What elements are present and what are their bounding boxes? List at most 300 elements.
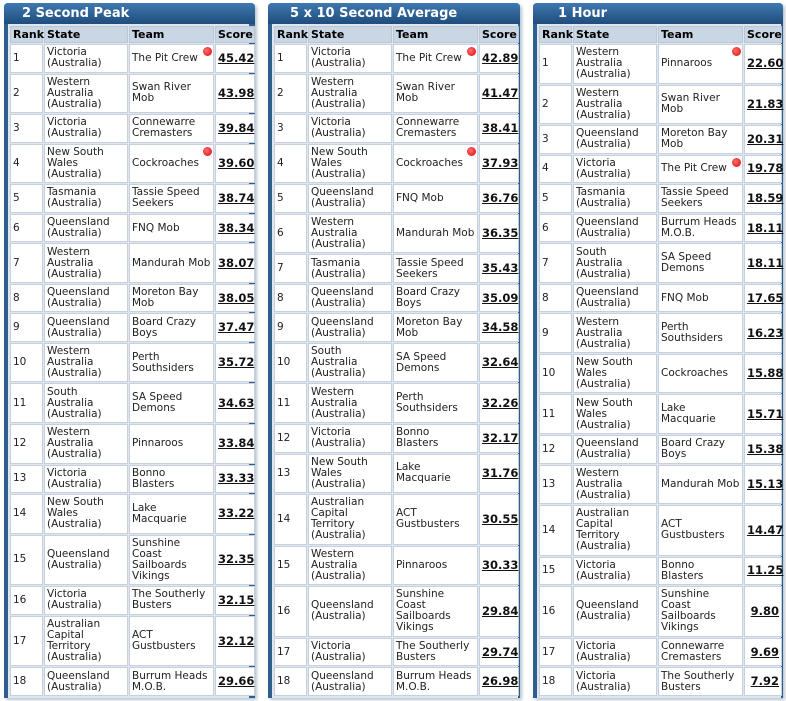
score-link[interactable]: 29.84 bbox=[479, 586, 519, 637]
state-cell: Victoria (Australia) bbox=[44, 114, 128, 143]
table-row bbox=[274, 184, 519, 213]
rank-cell: 8 bbox=[539, 284, 572, 313]
results-body bbox=[539, 44, 782, 696]
state-cell: Tasmania (Australia) bbox=[308, 254, 392, 283]
team-cell: Swan River Mob bbox=[393, 74, 478, 114]
team-cell: Perth Southsiders bbox=[393, 383, 478, 423]
state-cell: Queensland (Australia) bbox=[44, 667, 128, 696]
state-cell: Queensland (Australia) bbox=[573, 586, 657, 637]
rank-cell: 15 bbox=[539, 557, 572, 586]
table-row bbox=[274, 383, 519, 423]
marker-dot-icon bbox=[203, 147, 212, 156]
rank-cell: 12 bbox=[10, 424, 43, 464]
rank-cell: 16 bbox=[539, 586, 572, 637]
state-cell: Western Australia (Australia) bbox=[44, 74, 128, 114]
table-row bbox=[10, 184, 255, 213]
results-table bbox=[273, 25, 520, 697]
table-row bbox=[539, 465, 782, 505]
state-cell: Victoria (Australia) bbox=[573, 155, 657, 184]
score-link[interactable]: 29.74 bbox=[479, 638, 519, 667]
state-cell: Western Australia (Australia) bbox=[573, 44, 657, 84]
table-container bbox=[8, 24, 255, 698]
score-link[interactable]: 37.47 bbox=[215, 313, 255, 342]
header-state: State bbox=[44, 26, 128, 43]
table-row bbox=[274, 214, 519, 254]
marker-dot-icon bbox=[203, 47, 212, 56]
state-cell: South Australia (Australia) bbox=[573, 243, 657, 283]
state-cell: New South Wales (Australia) bbox=[573, 394, 657, 434]
table-row bbox=[274, 284, 519, 313]
team-cell: Moreton Bay Mob bbox=[393, 313, 478, 342]
score-link[interactable]: 39.84 bbox=[215, 114, 255, 143]
rank-cell: 4 bbox=[10, 144, 43, 184]
rank-cell: 7 bbox=[10, 243, 43, 283]
table-row bbox=[539, 667, 782, 696]
table-row bbox=[539, 44, 782, 84]
state-cell: Victoria (Australia) bbox=[44, 586, 128, 615]
results-table bbox=[9, 25, 256, 697]
team-cell: FNQ Mob bbox=[393, 184, 478, 213]
table-row bbox=[10, 667, 255, 696]
rank-cell: 7 bbox=[539, 243, 572, 283]
team-cell: Moreton Bay Mob bbox=[129, 284, 214, 313]
state-cell: Queensland (Australia) bbox=[573, 435, 657, 464]
rank-cell: 4 bbox=[274, 144, 307, 184]
score-link[interactable]: 19.78 bbox=[744, 155, 782, 184]
table-row bbox=[539, 214, 782, 243]
state-cell: Victoria (Australia) bbox=[573, 638, 657, 667]
leaderboard-panel-hour bbox=[533, 3, 783, 698]
score-link[interactable]: 33.22 bbox=[215, 494, 255, 534]
state-cell: Queensland (Australia) bbox=[573, 214, 657, 243]
table-row bbox=[274, 586, 519, 637]
team-cell: The Southerly Busters bbox=[129, 586, 214, 615]
team-cell: Mandurah Mob bbox=[658, 465, 743, 505]
score-link[interactable]: 15.71 bbox=[744, 394, 782, 434]
team-cell: Sunshine Coast Sailboards Vikings bbox=[129, 535, 214, 586]
team-cell: Burrum Heads M.O.B. bbox=[129, 667, 214, 696]
rank-cell: 17 bbox=[10, 616, 43, 667]
score-link[interactable]: 41.47 bbox=[479, 74, 519, 114]
rank-cell: 6 bbox=[274, 214, 307, 254]
team-cell: ACT Gustbusters bbox=[393, 494, 478, 545]
team-cell: Pinnaroos bbox=[658, 44, 743, 84]
rank-cell: 17 bbox=[274, 638, 307, 667]
rank-cell: 1 bbox=[539, 44, 572, 84]
marker-dot-icon bbox=[732, 158, 741, 167]
state-cell: Victoria (Australia) bbox=[573, 557, 657, 586]
state-cell: Victoria (Australia) bbox=[44, 465, 128, 494]
state-cell: Queensland (Australia) bbox=[308, 284, 392, 313]
state-cell: Western Australia (Australia) bbox=[573, 85, 657, 125]
team-cell: SA Speed Demons bbox=[658, 243, 743, 283]
header-team: Team bbox=[393, 26, 478, 43]
table-row bbox=[274, 667, 519, 696]
team-cell: Bonno Blasters bbox=[393, 424, 478, 453]
score-link[interactable]: 15.38 bbox=[744, 435, 782, 464]
leaderboard-panel-peak bbox=[4, 3, 255, 698]
table-row bbox=[274, 424, 519, 453]
state-cell: South Australia (Australia) bbox=[44, 383, 128, 423]
rank-cell: 9 bbox=[539, 313, 572, 353]
state-cell: Western Australia (Australia) bbox=[573, 465, 657, 505]
team-cell: SA Speed Demons bbox=[393, 343, 478, 383]
header-score: Score bbox=[744, 26, 782, 43]
team-cell: Sunshine Coast Sailboards Vikings bbox=[658, 586, 743, 637]
state-cell: South Australia (Australia) bbox=[308, 343, 392, 383]
table-row bbox=[274, 343, 519, 383]
results-body bbox=[10, 44, 255, 696]
table-row bbox=[10, 535, 255, 586]
rank-cell: 11 bbox=[539, 394, 572, 434]
table-row bbox=[539, 125, 782, 154]
team-cell: Mandurah Mob bbox=[393, 214, 478, 254]
rank-cell: 6 bbox=[539, 214, 572, 243]
rank-cell: 11 bbox=[274, 383, 307, 423]
score-link[interactable]: 33.33 bbox=[215, 465, 255, 494]
state-cell: Queensland (Australia) bbox=[573, 284, 657, 313]
rank-cell: 5 bbox=[539, 184, 572, 213]
table-row bbox=[10, 114, 255, 143]
rank-cell: 3 bbox=[539, 125, 572, 154]
score-link[interactable]: 17.65 bbox=[744, 284, 782, 313]
rank-cell: 5 bbox=[10, 184, 43, 213]
score-link[interactable]: 33.84 bbox=[215, 424, 255, 464]
panel-title: 1 Hour bbox=[533, 3, 783, 24]
marker-dot-icon bbox=[467, 147, 476, 156]
state-cell: Victoria (Australia) bbox=[308, 424, 392, 453]
state-cell: Australian Capital Territory (Australia) bbox=[44, 616, 128, 667]
state-cell: Western Australia (Australia) bbox=[44, 424, 128, 464]
rank-cell: 12 bbox=[539, 435, 572, 464]
team-cell: The Pit Crew bbox=[658, 155, 743, 184]
rank-cell: 13 bbox=[10, 465, 43, 494]
team-cell: Tassie Speed Seekers bbox=[129, 184, 214, 213]
team-cell: Swan River Mob bbox=[658, 85, 743, 125]
team-cell: Swan River Mob bbox=[129, 74, 214, 114]
rank-cell: 5 bbox=[274, 184, 307, 213]
state-cell: Queensland (Australia) bbox=[308, 313, 392, 342]
team-cell: Bonno Blasters bbox=[658, 557, 743, 586]
table-row bbox=[539, 243, 782, 283]
score-link[interactable]: 9.69 bbox=[744, 638, 782, 667]
team-cell: The Pit Crew bbox=[393, 44, 478, 73]
score-link[interactable]: 36.76 bbox=[479, 184, 519, 213]
panel-title: 2 Second Peak bbox=[4, 3, 255, 24]
table-row bbox=[10, 465, 255, 494]
table-row bbox=[539, 184, 782, 213]
score-link[interactable]: 15.88 bbox=[744, 354, 782, 394]
score-link[interactable]: 21.83 bbox=[744, 85, 782, 125]
score-link[interactable]: 35.43 bbox=[479, 254, 519, 283]
table-row bbox=[539, 394, 782, 434]
score-link[interactable]: 39.60 bbox=[215, 144, 255, 184]
table-row bbox=[10, 383, 255, 423]
state-cell: New South Wales (Australia) bbox=[573, 354, 657, 394]
team-cell: The Pit Crew bbox=[129, 44, 214, 73]
state-cell: Queensland (Australia) bbox=[44, 313, 128, 342]
header-score: Score bbox=[479, 26, 519, 43]
table-row bbox=[274, 494, 519, 545]
results-table bbox=[538, 25, 783, 697]
rank-cell: 8 bbox=[10, 284, 43, 313]
state-cell: Western Australia (Australia) bbox=[44, 343, 128, 383]
score-link[interactable]: 20.31 bbox=[744, 125, 782, 154]
table-row bbox=[539, 85, 782, 125]
table-row bbox=[539, 586, 782, 637]
score-link[interactable]: 36.35 bbox=[479, 214, 519, 254]
score-link[interactable]: 32.15 bbox=[215, 586, 255, 615]
score-link[interactable]: 14.47 bbox=[744, 505, 782, 556]
rank-cell: 18 bbox=[539, 667, 572, 696]
state-cell: Western Australia (Australia) bbox=[308, 383, 392, 423]
team-cell: Cockroaches bbox=[393, 144, 478, 184]
score-link[interactable]: 34.63 bbox=[215, 383, 255, 423]
team-cell: Board Crazy Boys bbox=[393, 284, 478, 313]
score-link[interactable]: 18.11 bbox=[744, 214, 782, 243]
team-cell: Moreton Bay Mob bbox=[658, 125, 743, 154]
rank-cell: 2 bbox=[539, 85, 572, 125]
team-cell: Mandurah Mob bbox=[129, 243, 214, 283]
score-link[interactable]: 32.17 bbox=[479, 424, 519, 453]
rank-cell: 6 bbox=[10, 214, 43, 243]
rank-cell: 13 bbox=[274, 454, 307, 494]
team-cell: Pinnaroos bbox=[393, 546, 478, 586]
rank-cell: 8 bbox=[274, 284, 307, 313]
rank-cell: 11 bbox=[10, 383, 43, 423]
leaderboard-panel-average bbox=[268, 3, 520, 698]
table-row bbox=[10, 74, 255, 114]
table-row bbox=[539, 284, 782, 313]
state-cell: New South Wales (Australia) bbox=[44, 144, 128, 184]
rank-cell: 15 bbox=[274, 546, 307, 586]
team-cell: ACT Gustbusters bbox=[129, 616, 214, 667]
rank-cell: 14 bbox=[539, 505, 572, 556]
score-link[interactable]: 9.80 bbox=[744, 586, 782, 637]
rank-cell: 2 bbox=[10, 74, 43, 114]
score-link[interactable]: 29.66 bbox=[215, 667, 255, 696]
state-cell: Queensland (Australia) bbox=[308, 667, 392, 696]
team-cell: Pinnaroos bbox=[129, 424, 214, 464]
table-row bbox=[274, 254, 519, 283]
score-link[interactable]: 18.59 bbox=[744, 184, 782, 213]
marker-dot-icon bbox=[732, 47, 741, 56]
team-cell: Perth Southsiders bbox=[129, 343, 214, 383]
score-link[interactable]: 32.12 bbox=[215, 616, 255, 667]
team-cell: Tassie Speed Seekers bbox=[658, 184, 743, 213]
score-link[interactable]: 31.76 bbox=[479, 454, 519, 494]
state-cell: Queensland (Australia) bbox=[44, 284, 128, 313]
team-cell: Perth Southsiders bbox=[658, 313, 743, 353]
rank-cell: 9 bbox=[10, 313, 43, 342]
score-link[interactable]: 38.34 bbox=[215, 214, 255, 243]
state-cell: New South Wales (Australia) bbox=[44, 494, 128, 534]
score-link[interactable]: 45.42 bbox=[215, 44, 255, 73]
state-cell: Western Australia (Australia) bbox=[308, 74, 392, 114]
score-link[interactable]: 30.55 bbox=[479, 494, 519, 545]
state-cell: Victoria (Australia) bbox=[44, 44, 128, 73]
score-link[interactable]: 43.98 bbox=[215, 74, 255, 114]
table-row bbox=[10, 424, 255, 464]
header-team: Team bbox=[658, 26, 743, 43]
score-link[interactable]: 42.89 bbox=[479, 44, 519, 73]
state-cell: Australian Capital Territory (Australia) bbox=[573, 505, 657, 556]
table-row bbox=[274, 546, 519, 586]
state-cell: Queensland (Australia) bbox=[44, 214, 128, 243]
state-cell: Western Australia (Australia) bbox=[573, 313, 657, 353]
score-link[interactable]: 38.07 bbox=[215, 243, 255, 283]
team-cell: FNQ Mob bbox=[129, 214, 214, 243]
panel-title: 5 x 10 Second Average bbox=[268, 3, 520, 24]
header-state: State bbox=[308, 26, 392, 43]
rank-cell: 10 bbox=[10, 343, 43, 383]
rank-cell: 3 bbox=[274, 114, 307, 143]
score-link[interactable]: 32.26 bbox=[479, 383, 519, 423]
rank-cell: 9 bbox=[274, 313, 307, 342]
table-row bbox=[10, 144, 255, 184]
rank-cell: 13 bbox=[539, 465, 572, 505]
state-cell: Queensland (Australia) bbox=[308, 586, 392, 637]
table-row bbox=[274, 74, 519, 114]
score-link[interactable]: 32.35 bbox=[215, 535, 255, 586]
table-row bbox=[10, 616, 255, 667]
table-row bbox=[274, 144, 519, 184]
rank-cell: 4 bbox=[539, 155, 572, 184]
state-cell: Western Australia (Australia) bbox=[44, 243, 128, 283]
table-row bbox=[10, 284, 255, 313]
score-link[interactable]: 32.64 bbox=[479, 343, 519, 383]
rank-cell: 1 bbox=[10, 44, 43, 73]
score-link[interactable]: 11.25 bbox=[744, 557, 782, 586]
table-row bbox=[10, 243, 255, 283]
table-row bbox=[539, 313, 782, 353]
team-cell: Burrum Heads M.O.B. bbox=[658, 214, 743, 243]
state-cell: Western Australia (Australia) bbox=[308, 546, 392, 586]
team-cell: Sunshine Coast Sailboards Vikings bbox=[393, 586, 478, 637]
rank-cell: 10 bbox=[274, 343, 307, 383]
rank-cell: 1 bbox=[274, 44, 307, 73]
state-cell: Western Australia (Australia) bbox=[308, 214, 392, 254]
state-cell: New South Wales (Australia) bbox=[308, 454, 392, 494]
table-row bbox=[539, 557, 782, 586]
table-row bbox=[10, 494, 255, 534]
table-row bbox=[10, 586, 255, 615]
table-row bbox=[539, 638, 782, 667]
team-cell: Board Crazy Boys bbox=[658, 435, 743, 464]
table-row bbox=[539, 435, 782, 464]
table-row bbox=[539, 155, 782, 184]
table-container bbox=[537, 24, 784, 698]
state-cell: New South Wales (Australia) bbox=[308, 144, 392, 184]
header-state: State bbox=[573, 26, 657, 43]
state-cell: Tasmania (Australia) bbox=[44, 184, 128, 213]
team-cell: SA Speed Demons bbox=[129, 383, 214, 423]
rank-cell: 16 bbox=[10, 586, 43, 615]
table-container bbox=[272, 24, 518, 698]
table-row bbox=[274, 114, 519, 143]
header-rank: Rank bbox=[539, 26, 572, 43]
header-team: Team bbox=[129, 26, 214, 43]
score-link[interactable]: 38.74 bbox=[215, 184, 255, 213]
team-cell: Board Crazy Boys bbox=[129, 313, 214, 342]
team-cell: FNQ Mob bbox=[658, 284, 743, 313]
rank-cell: 7 bbox=[274, 254, 307, 283]
score-link[interactable]: 37.93 bbox=[479, 144, 519, 184]
team-cell: Burrum Heads M.O.B. bbox=[393, 667, 478, 696]
rank-cell: 10 bbox=[539, 354, 572, 394]
header-rank: Rank bbox=[274, 26, 307, 43]
score-link[interactable]: 38.05 bbox=[215, 284, 255, 313]
team-cell: Connewarre Cremasters bbox=[393, 114, 478, 143]
table-row bbox=[10, 44, 255, 73]
score-link[interactable]: 34.58 bbox=[479, 313, 519, 342]
team-cell: Cockroaches bbox=[129, 144, 214, 184]
table-row bbox=[274, 638, 519, 667]
marker-dot-icon bbox=[467, 47, 476, 56]
team-cell: Bonno Blasters bbox=[129, 465, 214, 494]
score-link[interactable]: 15.13 bbox=[744, 465, 782, 505]
header-score: Score bbox=[215, 26, 255, 43]
team-cell: Lake Macquarie bbox=[393, 454, 478, 494]
team-cell: Lake Macquarie bbox=[658, 394, 743, 434]
score-link[interactable]: 26.98 bbox=[479, 667, 519, 696]
state-cell: Queensland (Australia) bbox=[44, 535, 128, 586]
table-row bbox=[274, 313, 519, 342]
table-row bbox=[274, 44, 519, 73]
score-link[interactable]: 35.72 bbox=[215, 343, 255, 383]
state-cell: Victoria (Australia) bbox=[308, 638, 392, 667]
score-link[interactable]: 22.60 bbox=[744, 44, 782, 84]
state-cell: Tasmania (Australia) bbox=[573, 184, 657, 213]
rank-cell: 15 bbox=[10, 535, 43, 586]
table-row bbox=[10, 313, 255, 342]
team-cell: The Southerly Busters bbox=[393, 638, 478, 667]
team-cell: ACT Gustbusters bbox=[658, 505, 743, 556]
rank-cell: 12 bbox=[274, 424, 307, 453]
rank-cell: 3 bbox=[10, 114, 43, 143]
score-link[interactable]: 38.41 bbox=[479, 114, 519, 143]
header-rank: Rank bbox=[10, 26, 43, 43]
rank-cell: 17 bbox=[539, 638, 572, 667]
score-link[interactable]: 7.92 bbox=[744, 667, 782, 696]
score-link[interactable]: 18.11 bbox=[744, 243, 782, 283]
state-cell: Queensland (Australia) bbox=[308, 184, 392, 213]
state-cell: Victoria (Australia) bbox=[573, 667, 657, 696]
score-link[interactable]: 30.33 bbox=[479, 546, 519, 586]
team-cell: The Southerly Busters bbox=[658, 667, 743, 696]
table-row bbox=[539, 505, 782, 556]
table-row bbox=[274, 454, 519, 494]
rank-cell: 2 bbox=[274, 74, 307, 114]
team-cell: Cockroaches bbox=[658, 354, 743, 394]
team-cell: Connewarre Cremasters bbox=[129, 114, 214, 143]
table-row bbox=[10, 343, 255, 383]
rank-cell: 16 bbox=[274, 586, 307, 637]
table-row bbox=[10, 214, 255, 243]
rank-cell: 18 bbox=[10, 667, 43, 696]
rank-cell: 18 bbox=[274, 667, 307, 696]
state-cell: Queensland (Australia) bbox=[573, 125, 657, 154]
table-row bbox=[539, 354, 782, 394]
state-cell: Victoria (Australia) bbox=[308, 114, 392, 143]
score-link[interactable]: 35.09 bbox=[479, 284, 519, 313]
state-cell: Victoria (Australia) bbox=[308, 44, 392, 73]
score-link[interactable]: 16.23 bbox=[744, 313, 782, 353]
state-cell: Australian Capital Territory (Australia) bbox=[308, 494, 392, 545]
team-cell: Tassie Speed Seekers bbox=[393, 254, 478, 283]
team-cell: Connewarre Cremasters bbox=[658, 638, 743, 667]
team-cell: Lake Macquarie bbox=[129, 494, 214, 534]
